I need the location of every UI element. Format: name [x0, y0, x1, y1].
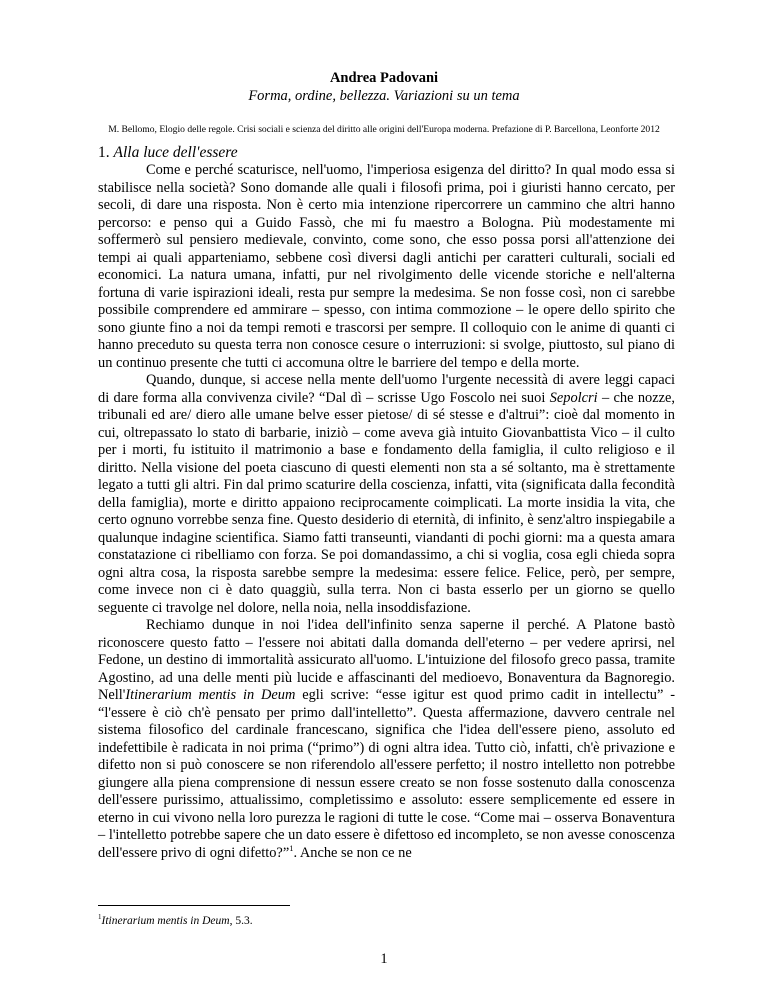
page-number: 1 [380, 951, 388, 967]
section-title: Alla luce dell'essere [113, 144, 238, 161]
footnote [98, 914, 253, 928]
body-text [98, 143, 675, 862]
section-number: 1. [98, 144, 110, 161]
footnote-text: , 5.3. [229, 915, 253, 927]
paragraph-3 [98, 617, 675, 862]
work-title-itinerarium: Itinerarium mentis in Deum [125, 687, 296, 703]
paragraph-1: Come e perché scaturisce, nell'uomo, l'imperiosa esigenza del diritto? In qual modo essa si stabilisce nella società? Sono domande alle quali i filosofi prima, poi i giuristi hanno cercato, per secoli, di dare una risposta. Non è certo mia intenzione ripercorrere un cammino che altri hanno percorso: e penso qui a Guido Fassò, che mi fu maestro a Bologna. Più modestamente mi soffermerò sul pensiero medievale, convinto, come sono, che esso possa porsi all'attenzione dei tempi ai quali apparteniamo, sebbene così diversi dagli antichi per caratteri culturali, sociali ed economici. La natura umana, infatti, pur nel rivolgimento delle vicende storiche e nell'alterna fortuna di varie ispirazioni ideali, resta pur sempre la medesima. Se non fosse così, non ci sarebbe possibile comprendere ed ammirare – spesso, con intima commozione – le opere dello spirito che sono giunte fino a noi da tempi remoti e trascorsi per sempre. Il colloquio con le anime di quanti ci hanno preceduto su questa terra non conosce cesure o interruzioni: si svolge, piuttosto, sul piano di un continuo presente che tutti ci accomuna oltre le barriere del tempo e della morte. [98, 162, 675, 371]
paragraph-2 [98, 372, 675, 617]
author-name: Andrea Padovani [329, 70, 439, 86]
work-title-sepolcri: Sepolcri [549, 389, 598, 406]
paragraph-3-text-start: Rechiamo dunque in noi l'idea dell'infinito senza saperne il perché. A Platone bastò riconoscere questo fatto – l'essere noi abitati dalla domanda dell'eterno – per vedere aprirsi, nel Fedone, un destino di immortalità assicurato all'uomo. L'intuizione del filosofo greco passa, tramite Agostino, ad una delle menti più lucide e affascinanti del medioevo, Bonaventura da Bagnoregio. Nell' [98, 617, 675, 703]
section-heading [98, 143, 675, 162]
paragraph-2-text-start: Quando, dunque, si accese nella mente dell'uomo l'urgente necessità di avere leggi capaci di dare forma alla convivenza civile? “Dal dì – scrisse Ugo Foscolo nei suoi [98, 372, 675, 406]
footnote-mark: 1 [98, 913, 102, 922]
book-reference: M. Bellomo, Elogio delle regole. Crisi sociali e scienza del diritto alle origini dell'Europa moderna. Prefazione di P. Barcellona, Leonforte 2012 [108, 124, 660, 135]
footnote-reference-mark[interactable]: 1 [289, 842, 294, 853]
footnote-work-title: Itinerarium mentis in Deum [101, 915, 230, 927]
paragraph-3-text-middle: egli scrive: “esse igitur est quod primo cadit in intellectu” - “l'essere è ciò ch'è pensato per primo dall'intelletto”. Questa affermazione, davvero centrale nel sistema filosofico del cardinale francescano, significa che l'idea dell'essere pieno, assoluto ed indefettibile è radicata in noi prima (“primo”) di ogni altra idea. Tutto ciò, infatti, ch'è privazione e difetto non si può conoscere se non riferendolo all'essere perfetto; il nostro intelletto non potrebbe giungere alla piena comprensione di nessun essere creato se non fosse sostenuto dalla conoscenza dell'essere purissimo, attualissimo, completissimo e assoluto: essere semplicemente ed essere in eterno in cui vivono nella loro purezza le ragioni di tutte le cose. “Come mai – osserva Bonaventura – l'intelletto potrebbe sapere che un dato essere è difettoso ed incompleto, se non avesse conoscenza dell'essere privo di ogni difetto?” [98, 687, 676, 861]
essay-title: Forma, ordine, bellezza. Variazioni su un tema [248, 88, 520, 104]
paragraph-2-text-end: – che nozze, tribunali ed are/ diero alle umane belve esser pietose/ di sé stesse e d'altrui”: cioè dal momento in cui, oltrepassato lo stato di barbarie, iniziò – come aveva già intuito Giovanbattista Vico – il culto per i morti, fu istituito il matrimonio a base e fondamento della famiglia, il culto religioso e il diritto. Nella visione del poeta ciascuno di questi elementi non sta a sé soltanto, ma è strettamente legato a tutti gli altri. Fin dal primo scaturire della coscienza, infatti, vita (significata dalla fecondità della famiglia), morte e diritto appaiono reciprocamente coimplicati. La morte insidia la vita, che certo ognuno vorrebbe senza fine. Questo desiderio di eternità, di infinito, è senz'altro inspiegabile a qualunque indagine scientifica. Siamo fatti transeunti, viandanti di pochi giorni: ma a questa amara constatazione ci ribelliamo con forza. Se poi domandassimo, a chi si voglia, cosa egli chieda sopra ogni altra cosa, la risposta sarebbe sempre la medesima: essere felice. Felice, però, per sempre, come invece non ci è dato quaggiù, sulla terra. Non ci basta esserlo per un giorno se quello seguente ci travolge nel dolore, nella noia, nella insoddisfazione. [98, 389, 675, 616]
paragraph-3-text-end: . Anche se non ce ne [293, 844, 412, 861]
footnote-separator [98, 905, 290, 906]
